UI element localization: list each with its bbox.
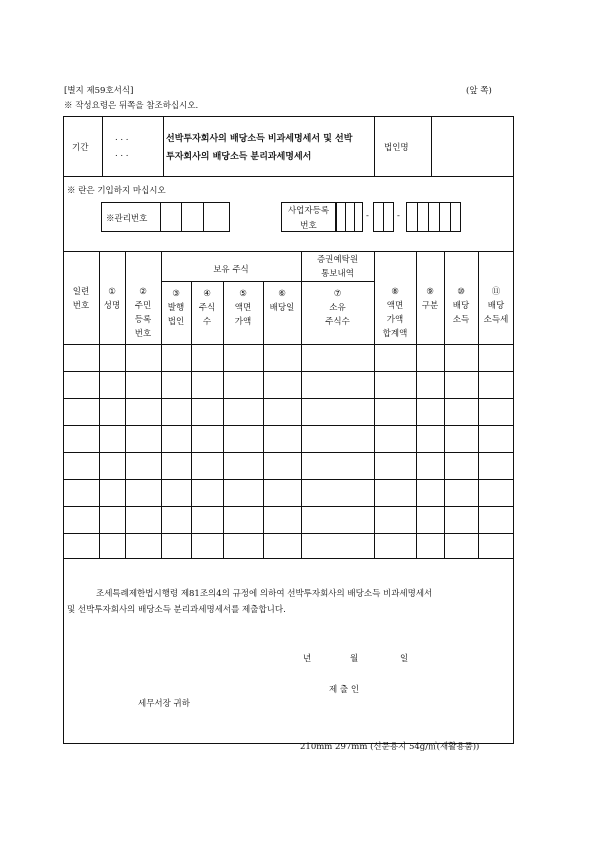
paper-spec: 210mm 297mm (신문용지 54g/㎡(재활용품)) xyxy=(300,742,480,752)
biz-reg-dash2: - xyxy=(397,211,400,221)
biz-reg-part1[interactable] xyxy=(336,202,363,232)
col8-label-a: 액면 xyxy=(386,301,404,311)
biz-reg-dash1: - xyxy=(366,211,369,221)
submitter-label: 제 출 인 xyxy=(329,685,360,695)
period-label: 기간 xyxy=(72,143,89,153)
table-row[interactable] xyxy=(64,534,513,557)
biz-reg-part3[interactable] xyxy=(406,202,461,232)
col11-label-a: 배당 xyxy=(487,301,505,311)
col-serial-1: 일련 xyxy=(72,287,90,297)
biz-reg-label1: 사업자등록 xyxy=(287,206,330,216)
notice-header-line2: 통보내역 xyxy=(321,269,354,279)
col7-label-b: 주식수 xyxy=(325,317,350,327)
date-day[interactable]: 일 xyxy=(400,654,409,664)
table-row[interactable] xyxy=(64,507,513,532)
col10-label-a: 배당 xyxy=(452,301,470,311)
col3-num: ③ xyxy=(172,289,180,299)
form-title-line2: 투자회사의 배당소득 분리과세명세서 xyxy=(166,152,312,162)
col6-label: 배당일 xyxy=(269,303,295,313)
period-start[interactable]: . . . xyxy=(115,133,129,143)
col8-num: ⑧ xyxy=(391,287,399,297)
addressee-label: 세무서장 귀하 xyxy=(138,699,190,709)
date-month[interactable]: 월 xyxy=(350,654,359,664)
col4-label-b: 수 xyxy=(202,317,212,327)
period-end[interactable]: . . . xyxy=(115,149,129,159)
col2-label-c: 번호 xyxy=(134,329,152,339)
col11-num: ⑪ xyxy=(491,287,501,297)
biz-reg-label2: 번호 xyxy=(300,221,317,231)
col2-num: ② xyxy=(139,287,147,297)
col3-label-b: 법인 xyxy=(167,317,185,327)
submission-statement-line1: 조세특례제한법시행령 제81조의4의 규정에 의하여 선박투자회사의 배당소득 비과세명세서 xyxy=(96,589,433,599)
col9-label: 구분 xyxy=(421,301,439,311)
col4-label-a: 주식 xyxy=(198,303,216,313)
table-row[interactable] xyxy=(64,480,513,505)
col9-num: ⑨ xyxy=(426,287,434,297)
submission-statement-line2: 및 선박투자회사의 배당소득 분리과세명세서를 제출합니다. xyxy=(67,605,286,615)
side-label: (앞 쪽) xyxy=(466,86,492,96)
form-number: [별지 제59호서식] xyxy=(64,86,134,96)
col8-label-b: 가액 xyxy=(386,315,404,325)
date-year[interactable]: 년 xyxy=(303,654,312,664)
table-row[interactable] xyxy=(64,345,513,370)
table-row[interactable] xyxy=(64,372,513,397)
col2-label-a: 주민 xyxy=(134,301,152,311)
instruction-note: ※ 작성요령은 뒤쪽을 참조하십시오. xyxy=(64,101,199,111)
corp-name-label: 법인명 xyxy=(384,143,409,153)
corp-name-field[interactable] xyxy=(433,118,511,174)
col8-label-c: 합계액 xyxy=(382,329,408,339)
form-title-line1: 선박투자회사의 배당소득 비과세명세서 및 선박 xyxy=(166,134,353,144)
col5-label-b: 가액 xyxy=(234,317,252,327)
col7-label-a: 소유 xyxy=(329,303,346,313)
col4-num: ④ xyxy=(203,289,211,299)
table-row[interactable] xyxy=(64,399,513,424)
col5-num: ⑤ xyxy=(239,289,247,299)
col10-num: ⑩ xyxy=(457,287,465,297)
table-row[interactable] xyxy=(64,426,513,451)
col-serial-2: 번호 xyxy=(72,301,90,311)
col11-label-b: 소득세 xyxy=(483,315,509,325)
table-row[interactable] xyxy=(64,453,513,478)
notice-header-line1: 증권예탁원 xyxy=(316,255,359,265)
col6-num: ⑥ xyxy=(278,289,286,299)
col10-label-b: 소득 xyxy=(452,315,470,325)
col2-label-b: 등록 xyxy=(134,315,152,325)
col1-name: 성명 xyxy=(103,301,121,311)
col1-num: ① xyxy=(108,287,116,297)
col7-num: ⑦ xyxy=(333,289,342,299)
office-use-note: ※ 란은 기입하지 마십시오 xyxy=(67,186,166,196)
mgmt-no-label: ※관리번호 xyxy=(106,214,148,224)
col5-label-a: 액면 xyxy=(234,303,252,313)
held-stock-header: 보유 주식 xyxy=(213,265,249,275)
col3-label-a: 발행 xyxy=(167,303,185,313)
